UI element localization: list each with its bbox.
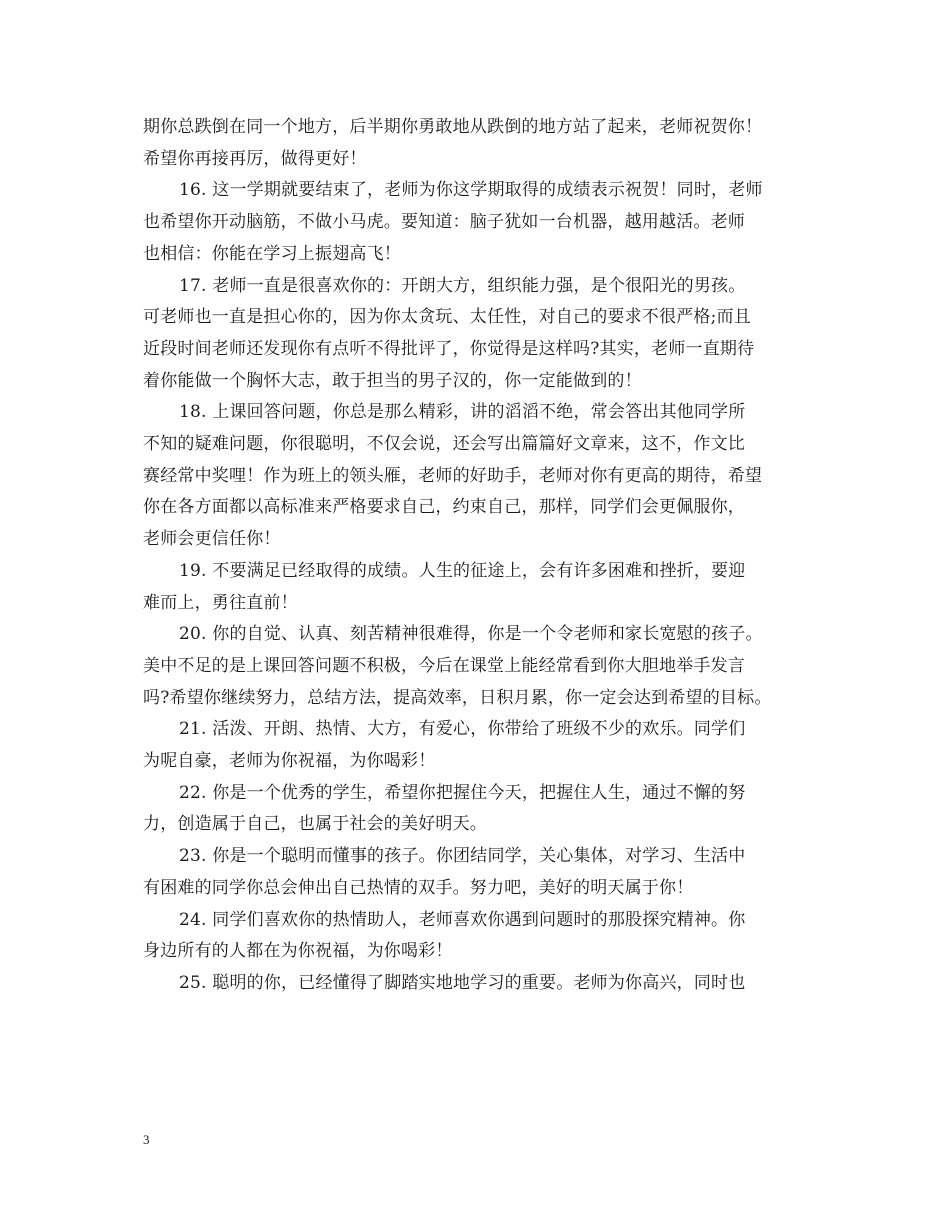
text-line-9: 着你能做一个胸怀大志，敢于担当的男子汉的，你一定能做到的！ xyxy=(143,370,642,391)
text-line-22: 22. 你是一个优秀的学生，希望你把握住今天，把握住人生，通过不懈的努 xyxy=(179,782,746,803)
text-line-3: 16. 这一学期就要结束了，老师为你这学期取得的成绩表示祝贺！同时，老师 xyxy=(179,180,763,201)
text-line-4: 也希望你开动脑筋，不做小马虎。要知道：脑子犹如一台机器，越用越活。老师 xyxy=(143,212,745,233)
text-line-7: 可老师也一直是担心你的，因为你太贪玩、太任性，对自己的要求不很严格;而且 xyxy=(143,307,751,328)
text-line-19: 吗?希望你继续努力，总结方法，提高效率，日积月累，你一定会达到希望的目标。 xyxy=(143,687,772,708)
text-line-26: 24. 同学们喜欢你的热情助人，老师喜欢你遇到问题时的那股探究精神。你 xyxy=(179,909,746,930)
text-line-12: 赛经常中奖哩！作为班上的领头雁，老师的好助手，老师对你有更高的期待，希望 xyxy=(143,465,763,486)
text-line-20: 21. 活泼、开朗、热情、大方，有爱心，你带给了班级不少的欢乐。同学们 xyxy=(179,719,746,740)
text-line-25: 有困难的同学你总会伸出自己热情的双手。努力吧，美好的明天属于你！ xyxy=(143,877,694,898)
text-line-18: 美中不足的是上课回答问题不积极，今后在课堂上能经常看到你大胆地举手发言 xyxy=(143,655,745,676)
text-line-24: 23. 你是一个聪明而懂事的孩子。你团结同学，关心集体，对学习、生活中 xyxy=(179,846,746,867)
text-line-6: 17. 老师一直是很喜欢你的：开朗大方，组织能力强，是个很阳光的男孩。 xyxy=(179,275,746,296)
text-line-27: 身边所有的人都在为你祝福，为你喝彩！ xyxy=(143,941,453,962)
text-line-1: 期你总跌倒在同一个地方，后半期你勇敢地从跌倒的地方站了起来，老师祝贺你！ xyxy=(143,117,763,137)
text-line-15: 19. 不要满足已经取得的成绩。人生的征途上，会有许多困难和挫折，要迎 xyxy=(179,560,746,581)
text-line-11: 不知的疑难问题，你很聪明，不仅会说，还会写出篇篇好文章来，这不，作文比 xyxy=(143,434,745,455)
text-line-23: 力，创造属于自己，也属于社会的美好明天。 xyxy=(143,814,487,835)
text-line-10: 18. 上课回答问题，你总是那么精彩，讲的滔滔不绝，常会答出其他同学所 xyxy=(179,402,746,423)
document-body xyxy=(143,112,823,1000)
page-number: 3 xyxy=(143,1132,150,1147)
text-line-16: 难而上，勇往直前！ xyxy=(143,592,298,613)
text-line-13: 你在各方面都以高标准来严格要求自己，约束自己，那样，同学们会更佩服你， xyxy=(143,497,745,518)
text-line-5: 也相信：你能在学习上振翅高飞！ xyxy=(143,243,401,264)
text-line-17: 20. 你的自觉、认真、刻苦精神很难得，你是一个令老师和家长宽慰的孩子。 xyxy=(179,624,763,645)
text-line-2: 希望你再接再厉，做得更好！ xyxy=(143,148,367,169)
text-line-28: 25. 聪明的你，已经懂得了脚踏实地地学习的重要。老师为你高兴，同时也 xyxy=(179,972,746,993)
text-line-14: 老师会更信任你！ xyxy=(143,529,281,550)
text-line-8: 近段时间老师还发现你有点听不得批评了，你觉得是这样吗?其实，老师一直期待 xyxy=(143,338,755,359)
text-line-21: 为呢自豪，老师为你祝福，为你喝彩！ xyxy=(143,751,436,772)
